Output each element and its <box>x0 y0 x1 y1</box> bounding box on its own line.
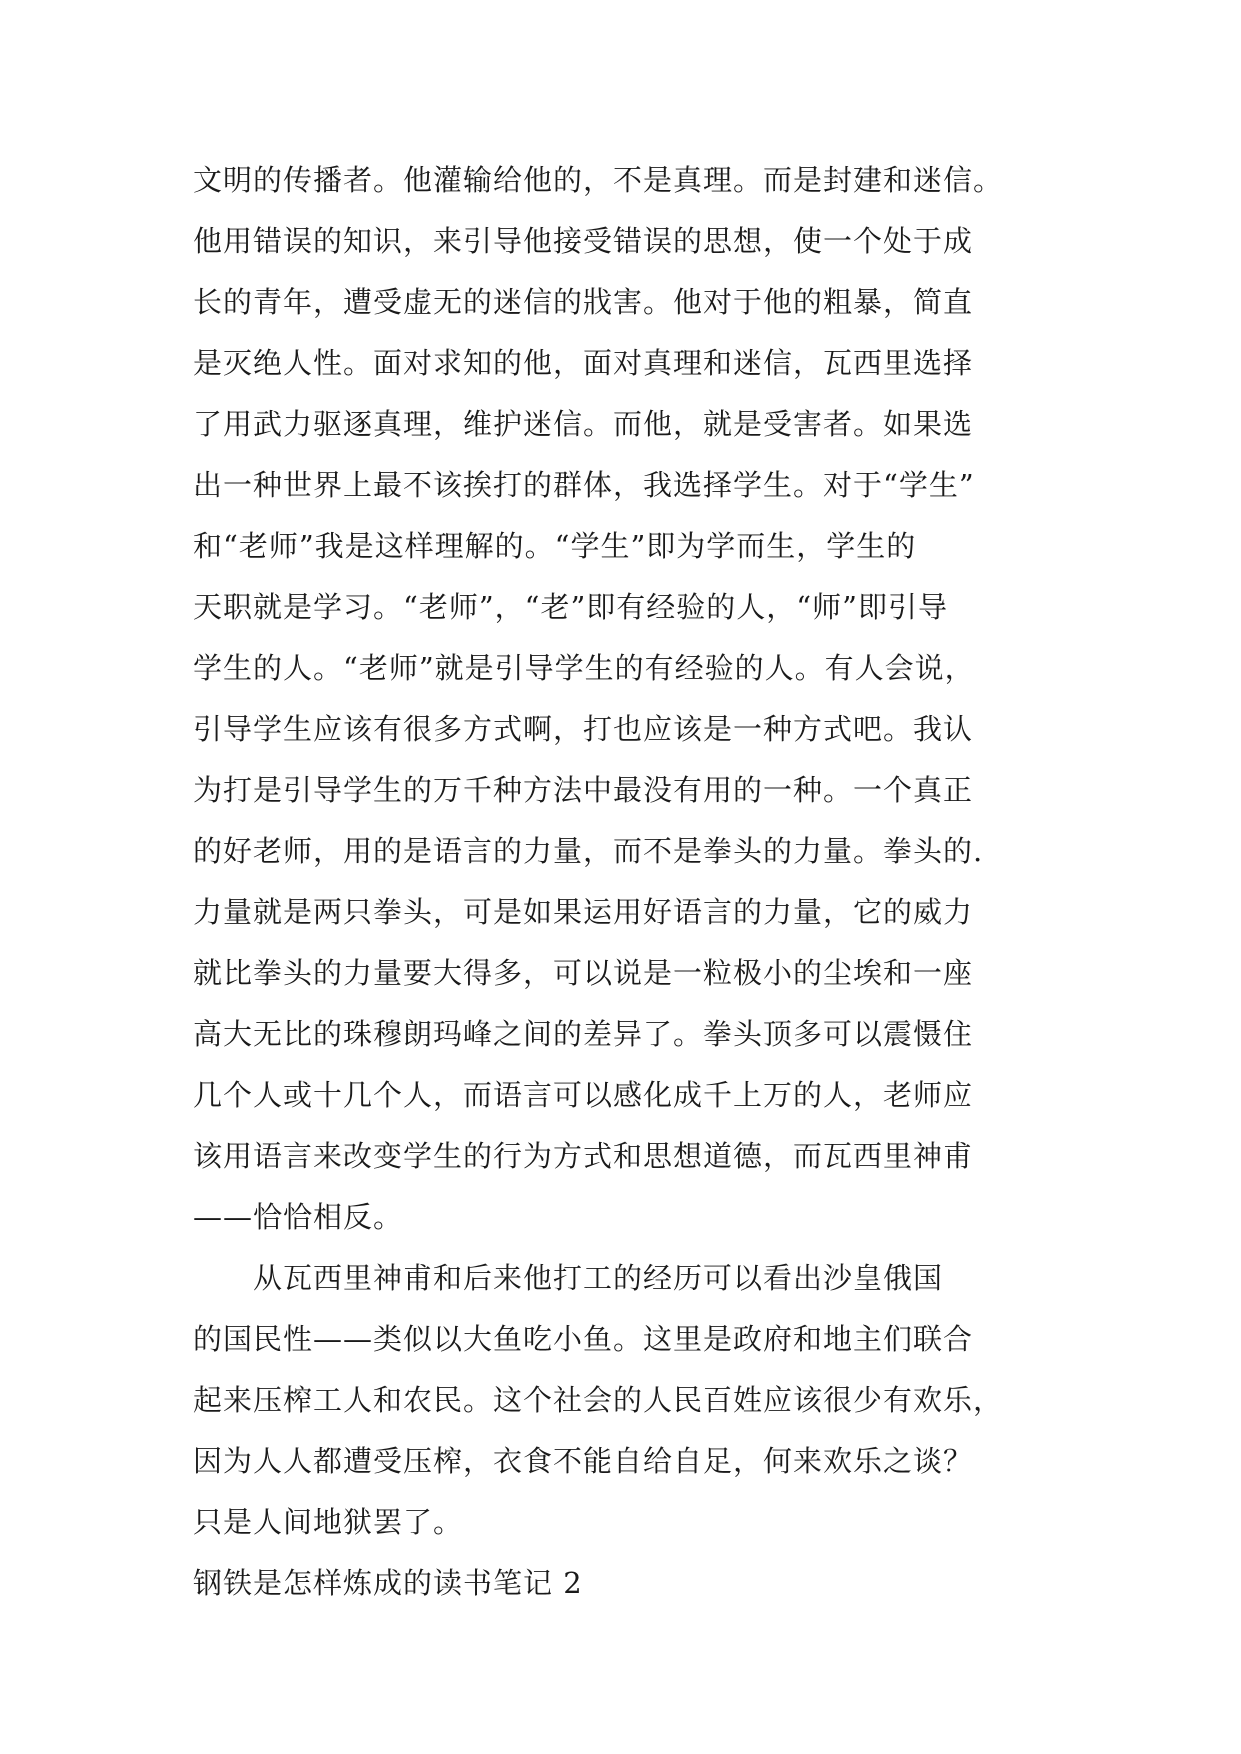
text-line: 出一种世界上最不该挨打的群体，我选择学生。对于“学生” <box>193 468 975 502</box>
text-line: 力量就是两只拳头，可是如果运用好语言的力量，它的威力 <box>193 895 974 929</box>
text-line: ——恰恰相反。 <box>193 1200 404 1234</box>
section-heading: 钢铁是怎样炼成的读书笔记 2 <box>193 1566 583 1600</box>
text-line: 长的青年，遭受虚无的迷信的戕害。他对于他的粗暴，简直 <box>193 285 974 319</box>
text-line: 了用武力驱逐真理，维护迷信。而他，就是受害者。如果选 <box>193 407 974 441</box>
document-body <box>193 150 1053 1614</box>
text-line: 他用错误的知识，来引导他接受错误的思想，使一个处于成 <box>193 224 974 258</box>
text-line: 就比拳头的力量要大得多，可以说是一粒极小的尘埃和一座 <box>193 956 974 990</box>
text-line: 的好老师，用的是语言的力量，而不是拳头的力量。拳头的. <box>193 834 984 868</box>
text-line: 因为人人都遭受压榨，衣食不能自给自足，何来欢乐之谈？ <box>193 1444 974 1478</box>
text-line: 是灭绝人性。面对求知的他，面对真理和迷信，瓦西里选择 <box>193 346 974 380</box>
text-line: 从瓦西里神甫和后来他打工的经历可以看出沙皇俄国 <box>193 1261 944 1295</box>
text-line: 学生的人。“老师”就是引导学生的有经验的人。有人会说， <box>193 651 975 685</box>
text-line: 为打是引导学生的万千种方法中最没有用的一种。一个真正 <box>193 773 974 807</box>
text-line: 引导学生应该有很多方式啊，打也应该是一种方式吧。我认 <box>193 712 974 746</box>
text-line: 只是人间地狱罢了。 <box>193 1505 464 1539</box>
text-line: 高大无比的珠穆朗玛峰之间的差异了。拳头顶多可以震慑住 <box>193 1017 974 1051</box>
paragraph-2 <box>193 1248 1053 1553</box>
paragraph-1 <box>193 150 1053 1248</box>
text-line: 该用语言来改变学生的行为方式和思想道德，而瓦西里神甫 <box>193 1139 974 1173</box>
text-line: 和“老师”我是这样理解的。“学生”即为学而生，学生的 <box>193 529 917 563</box>
text-line: 的国民性——类似以大鱼吃小鱼。这里是政府和地主们联合 <box>193 1322 974 1356</box>
text-line: 几个人或十几个人，而语言可以感化成千上万的人，老师应 <box>193 1078 974 1112</box>
text-line: 起来压榨工人和农民。这个社会的人民百姓应该很少有欢乐， <box>193 1383 1004 1417</box>
text-line: 文明的传播者。他灌输给他的，不是真理。而是封建和迷信。 <box>193 163 1004 197</box>
text-line: 天职就是学习。“老师”，“老”即有经验的人，“师”即引导 <box>193 590 948 624</box>
